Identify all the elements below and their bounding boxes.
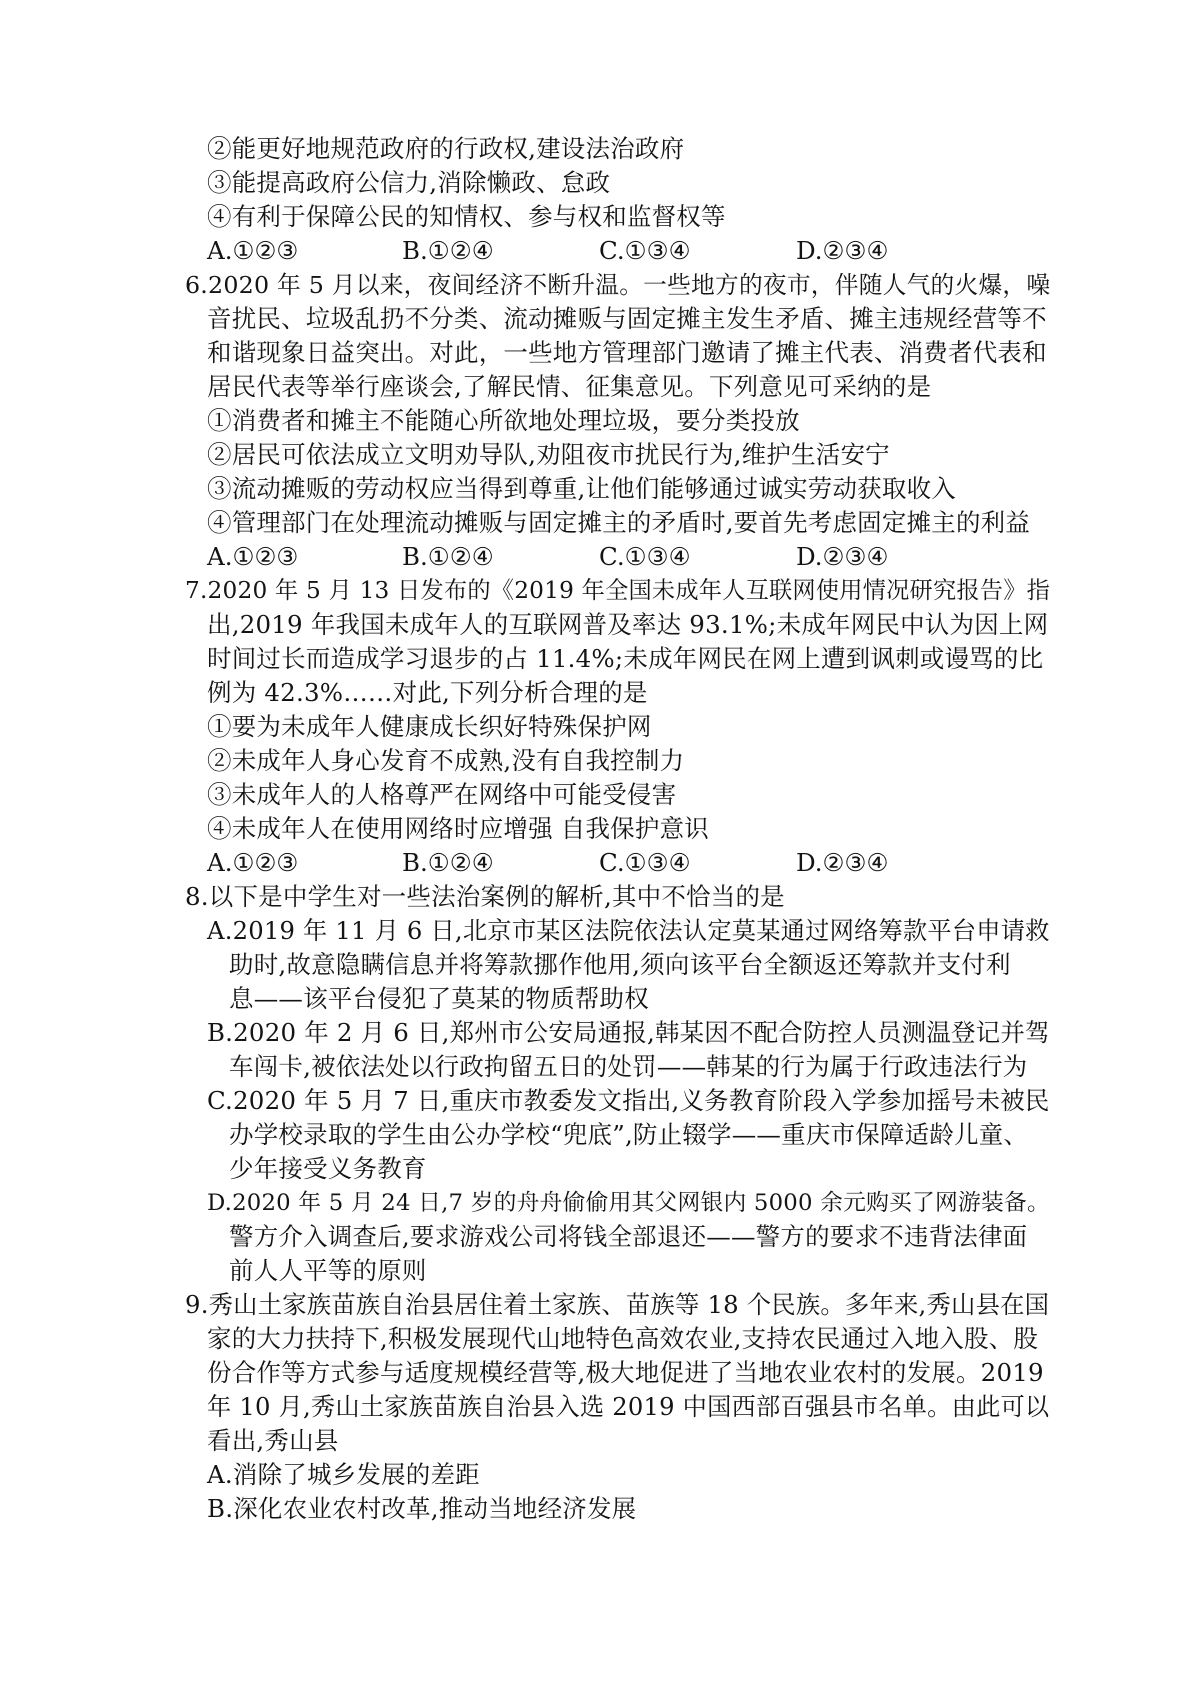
- q8-option-a-line: A.2019 年 11 月 6 日,北京市某区法院依法认定莫某通过网络筹款平台申请救: [207, 916, 1050, 945]
- q5-option-a: A.①②③: [207, 236, 299, 265]
- q5-option-b: B.①②④: [402, 236, 494, 265]
- q7-option-d: D.②③④: [796, 848, 889, 877]
- q8-stem: 8.以下是中学生对一些法治案例的解析,其中不恰当的是: [185, 882, 785, 911]
- q9-stem-line: 份合作等方式参与适度规模经营等,极大地促进了当地农业农村的发展。2019: [207, 1358, 1044, 1387]
- q5-option-d: D.②③④: [796, 236, 889, 265]
- q7-option-c: C.①③④: [599, 848, 691, 877]
- q7-option-a: A.①②③: [207, 848, 299, 877]
- q8-option-c-line: C.2020 年 5 月 7 日,重庆市教委发文指出,义务教育阶段入学参加摇号未被民: [207, 1086, 1050, 1115]
- q6-item-3: ③流动摊贩的劳动权应当得到尊重,让他们能够通过诚实劳动获取收入: [207, 474, 956, 503]
- q8-option-c-line: 少年接受义务教育: [229, 1154, 427, 1183]
- q7-item-4: ④未成年人在使用网络时应增强 自我保护意识: [207, 814, 709, 843]
- q5-item-2: ②能更好地规范政府的行政权,建设法治政府: [207, 134, 685, 163]
- q6-stem-line: 音扰民、垃圾乱扔不分类、流动摊贩与固定摊主发生矛盾、摊主违规经营等不: [207, 304, 1047, 333]
- q8-option-c-line: 办学校录取的学生由公办学校“兜底”,防止辍学——重庆市保障适龄儿童、: [229, 1120, 1029, 1149]
- q7-stem-line: 出,2019 年我国未成年人的互联网普及率达 93.1%;未成年网民中认为因上网: [207, 610, 1049, 639]
- q8-option-d-line: 警方介入调查后,要求游戏公司将钱全部退还——警方的要求不违背法律面: [229, 1222, 1028, 1251]
- q5-item-3: ③能提高政府公信力,消除懒政、怠政: [207, 168, 611, 197]
- q9-stem-line: 家的大力扶持下,积极发展现代山地特色高效农业,支持农民通过入地入股、股: [207, 1324, 1039, 1353]
- q7-option-b: B.①②④: [402, 848, 494, 877]
- q8-option-d-line: 前人人平等的原则: [229, 1256, 427, 1285]
- q9-option-a: A.消除了城乡发展的差距: [207, 1460, 480, 1489]
- q6-stem-line: 6.2020 年 5 月以来，夜间经济不断升温。一些地方的夜市，伴随人气的火爆，噪: [185, 271, 1051, 299]
- q9-stem-line: 看出,秀山县: [207, 1426, 339, 1455]
- q5-option-c: C.①③④: [599, 236, 691, 265]
- q7-item-1: ①要为未成年人健康成长织好特殊保护网: [207, 712, 652, 741]
- q9-stem-line: 年 10 月,秀山土家族苗族自治县入选 2019 中国西部百强县市名单。由此可以: [207, 1392, 1050, 1421]
- q9-option-b: B.深化农业农村改革,推动当地经济发展: [207, 1494, 637, 1523]
- q6-stem-line: 居民代表等举行座谈会,了解民情、征集意见。下列意见可采纳的是: [207, 372, 932, 401]
- q6-option-c: C.①③④: [599, 542, 691, 571]
- q8-option-a-line: 助时,故意隐瞒信息并将筹款挪作他用,须向该平台全额返还筹款并支付利: [229, 950, 1011, 979]
- q6-option-d: D.②③④: [796, 542, 889, 571]
- q6-item-2: ②居民可依法成立文明劝导队,劝阻夜市扰民行为,维护生活安宁: [207, 440, 890, 469]
- q7-stem-line: 7.2020 年 5 月 13 日发布的《2019 年全国未成年人互联网使用情况研究报告》指: [185, 577, 1051, 604]
- q6-option-b: B.①②④: [402, 542, 494, 571]
- q6-item-1: ①消费者和摊主不能随心所欲地处理垃圾，要分类投放: [207, 406, 800, 435]
- q7-stem-line: 时间过长而造成学习退步的占 11.4%;未成年网民在网上遭到讽刺或谩骂的比: [207, 644, 1044, 673]
- q6-option-a: A.①②③: [207, 542, 299, 571]
- q7-item-2: ②未成年人身心发育不成熟,没有自我控制力: [207, 746, 685, 775]
- q6-stem-line: 和谐现象日益突出。对此，一些地方管理部门邀请了摊主代表、消费者代表和: [207, 338, 1047, 367]
- q5-item-4: ④有利于保障公民的知情权、参与权和监督权等: [207, 202, 726, 231]
- q8-option-b-line: 车闯卡,被依法处以行政拘留五日的处罚——韩某的行为属于行政违法行为: [229, 1052, 1028, 1081]
- q8-option-b-line: B.2020 年 2 月 6 日,郑州市公安局通报,韩某因不配合防控人员测温登记并驾: [207, 1018, 1050, 1047]
- q7-stem-line: 例为 42.3%……对此,下列分析合理的是: [207, 678, 648, 707]
- q7-item-3: ③未成年人的人格尊严在网络中可能受侵害: [207, 780, 677, 809]
- q8-option-a-line: 息——该平台侵犯了莫某的物质帮助权: [229, 984, 649, 1013]
- q9-stem-line: 9.秀山土家族苗族自治县居住着土家族、苗族等 18 个民族。多年来,秀山县在国: [185, 1290, 1050, 1319]
- q8-option-d-line: D.2020 年 5 月 24 日,7 岁的舟舟偷偷用其父网银内 5000 余元购买了网游装备。: [207, 1190, 1050, 1216]
- q6-item-4: ④管理部门在处理流动摊贩与固定摊主的矛盾时,要首先考虑固定摊主的利益: [207, 508, 1031, 537]
